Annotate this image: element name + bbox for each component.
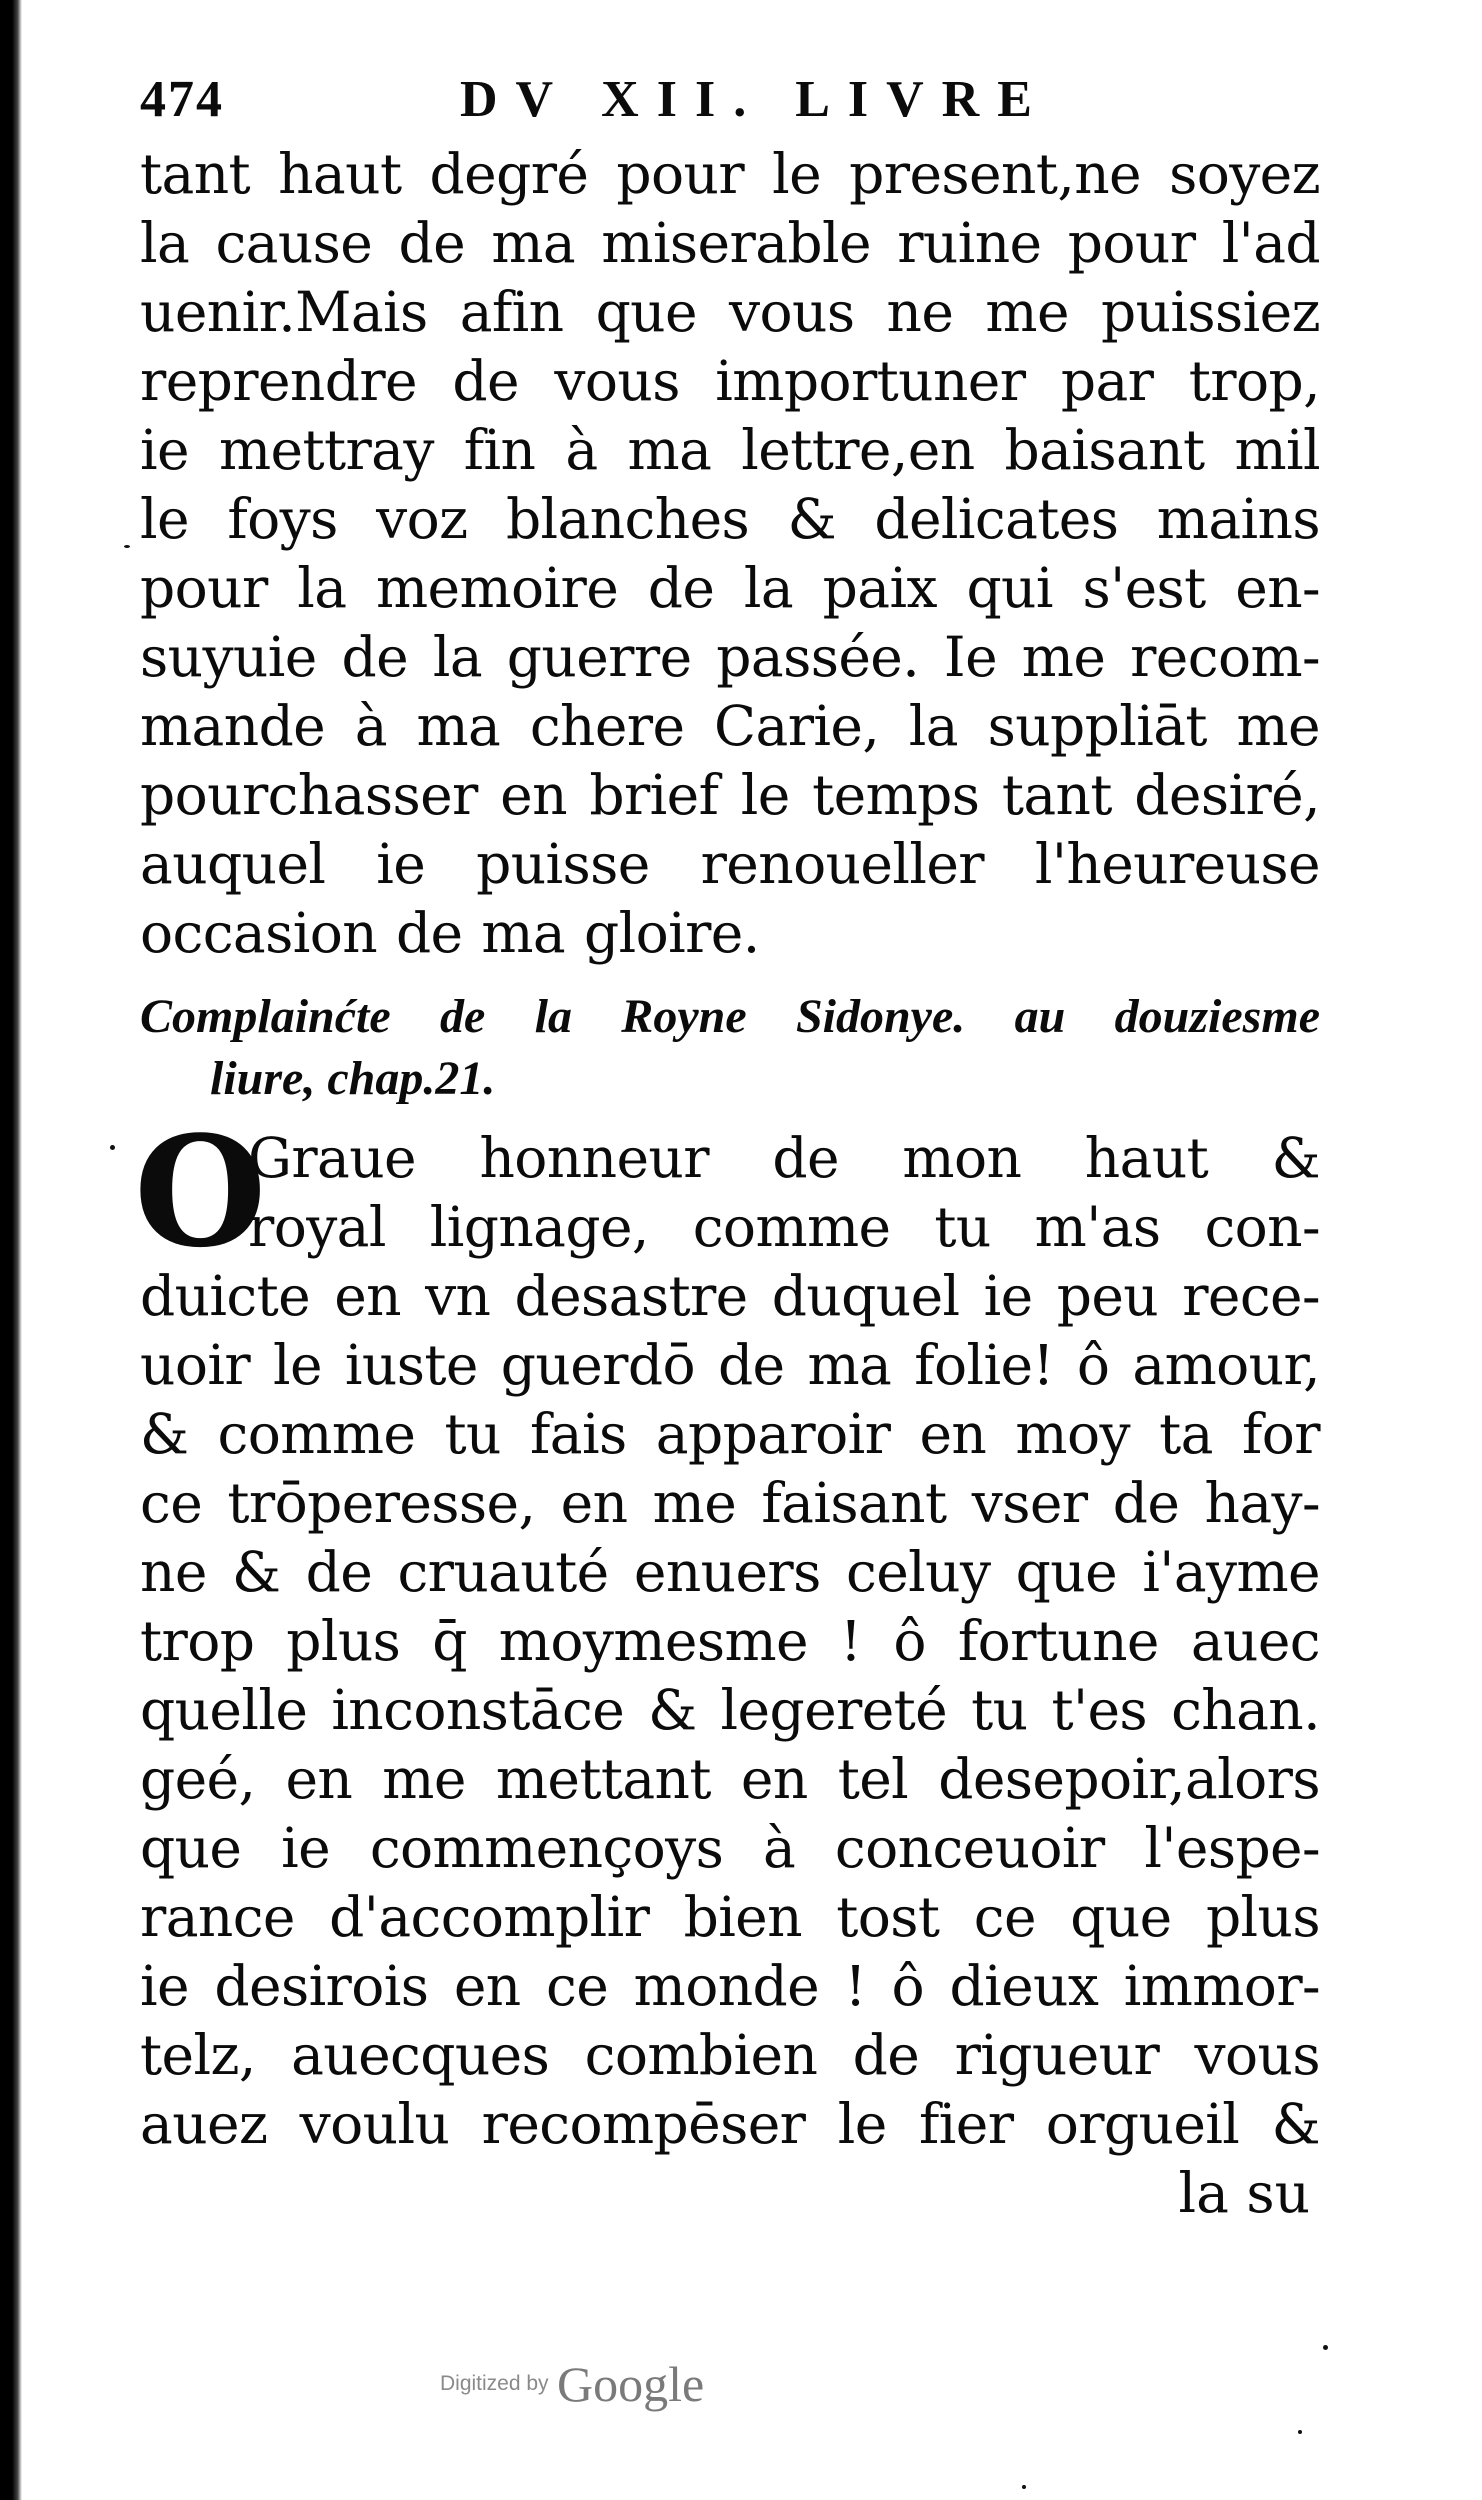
text-line: le foys voz blanches & delicates mains xyxy=(140,487,1320,551)
text-line: royal lignage, comme tu m'as con- xyxy=(248,1195,1320,1259)
complaint-paragraph xyxy=(134,1102,1320,2228)
text-line: trop plus q̄ moymesme ! ô fortune auec xyxy=(140,1609,1320,1673)
text-line: suyuie de la guerre passée. Ie me recom- xyxy=(140,625,1320,689)
text-line: & comme tu fais apparoir en moy ta for xyxy=(140,1402,1320,1466)
text-line: uoir le iuste guerdō de ma folie! ô amour, xyxy=(140,1333,1320,1397)
page-number: 474 xyxy=(140,71,224,128)
text-line: auez voulu recompēser le fier orgueil & xyxy=(140,2092,1320,2156)
text-line: duicte en vn desastre duquel ie peu rece- xyxy=(140,1264,1320,1328)
text-line: uenir.Mais afin que vous ne me puissiez xyxy=(140,280,1320,344)
text-line: reprendre de vous importuner par trop, xyxy=(140,349,1320,413)
text-line: telz, auecques combien de rigueur vous xyxy=(140,2023,1320,2087)
heading-line: liure, chap.21. xyxy=(210,1052,496,1105)
running-title: DV XII. LIVRE xyxy=(460,71,1050,128)
text-line: que ie commençoys à conceuoir l'espe- xyxy=(140,1816,1320,1880)
drop-cap: O xyxy=(134,1102,267,1281)
text-line: ne & de cruauté enuers celuy que i'ayme xyxy=(140,1540,1320,1604)
catchword: la su xyxy=(1178,2161,1310,2225)
binding-edge xyxy=(0,0,22,2500)
text-line: pourchasser en brief le temps tant desiré, xyxy=(140,763,1320,827)
digitized-watermark xyxy=(440,2355,704,2413)
text-line: ie mettray fin à ma lettre,en baisant mil xyxy=(140,418,1320,482)
section-heading xyxy=(140,986,1320,1110)
text-line: occasion de ma gloire. xyxy=(140,901,760,965)
watermark-prefix: Digitized by xyxy=(440,2372,549,2395)
text-line: quelle inconstāce & legereté tu t'es chan. xyxy=(140,1678,1320,1742)
letter-paragraph xyxy=(140,140,1320,968)
scan-speck xyxy=(124,545,130,548)
text-block xyxy=(134,60,1320,2228)
text-line: pour la memoire de la paix qui s'est en- xyxy=(140,556,1320,620)
text-line: ie desirois en ce monde ! ô dieux immor- xyxy=(140,1954,1320,2018)
scan-speck xyxy=(1298,2430,1302,2434)
text-line: la cause de ma miserable ruine pour l'ad xyxy=(140,211,1320,275)
text-line: geé, en me mettant en tel desepoir,alors xyxy=(140,1747,1320,1811)
heading-line: Complainćte de la Royne Sidonye. au douziesme xyxy=(140,990,1320,1043)
text-line: Graue honneur de mon haut & xyxy=(248,1126,1320,1190)
text-line: tant haut degré pour le present,ne soyez xyxy=(140,142,1320,206)
text-line: auquel ie puisse renoueller l'heureuse xyxy=(140,832,1320,896)
scan-speck xyxy=(1022,2485,1026,2489)
text-line: rance d'accomplir bien tost ce que plus xyxy=(140,1885,1320,1949)
running-head xyxy=(140,60,1320,140)
text-line: ce trōperesse, en me faisant vser de hay- xyxy=(140,1471,1320,1535)
google-logo: Google xyxy=(557,2356,705,2412)
scan-speck xyxy=(110,1145,115,1150)
text-line: mande à ma chere Carie, la suppliāt me xyxy=(140,694,1320,758)
scan-speck xyxy=(1323,2345,1328,2350)
